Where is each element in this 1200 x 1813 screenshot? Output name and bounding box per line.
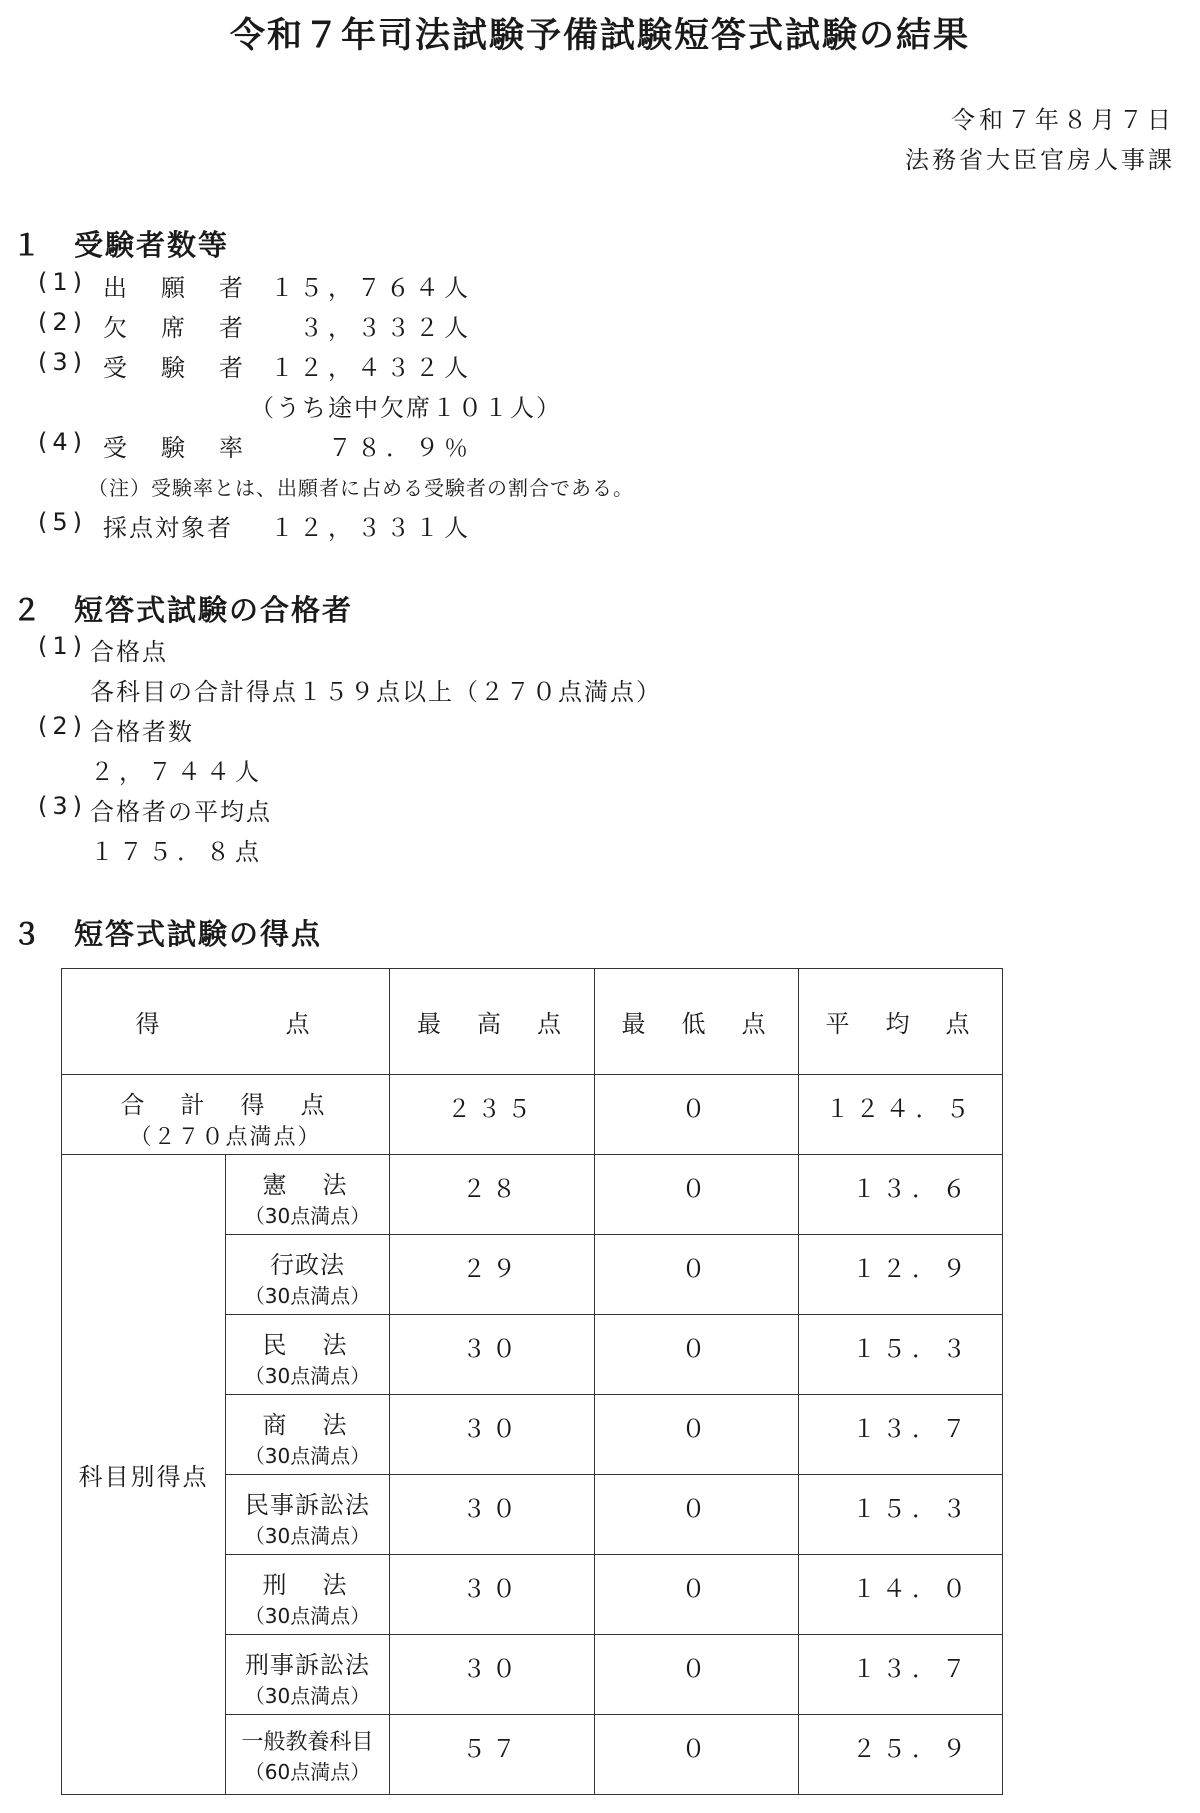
subject-avg: １４．０ bbox=[799, 1555, 1003, 1635]
subject-avg: １５．３ bbox=[799, 1315, 1003, 1395]
subject-avg: ２５．９ bbox=[799, 1715, 1003, 1795]
s1-item3-num: (3) bbox=[38, 348, 87, 376]
s1-item2-value: ３，３３２人 bbox=[270, 314, 473, 342]
s1-item2-num: (2) bbox=[38, 308, 87, 336]
section2-heading: ２ 短答式試験の合格者 bbox=[12, 593, 354, 627]
s1-item1-label: 出 願 者 bbox=[103, 274, 248, 302]
subject-avg: １５．３ bbox=[799, 1475, 1003, 1555]
table-row-total bbox=[62, 1075, 1003, 1155]
subject-cell bbox=[226, 1635, 390, 1715]
subject-min: ０ bbox=[595, 1555, 799, 1635]
subject-name: 刑 法 bbox=[262, 1571, 353, 1599]
s1-item4-num: (4) bbox=[38, 428, 87, 456]
s2-item2-value: ２，７４４人 bbox=[90, 758, 264, 786]
section3-heading: ３ 短答式試験の得点 bbox=[12, 917, 323, 951]
subject-max: ３０ bbox=[390, 1635, 595, 1715]
total-label-cell bbox=[62, 1075, 390, 1155]
subject-min: ０ bbox=[595, 1155, 799, 1235]
subject-min: ０ bbox=[595, 1395, 799, 1475]
s1-item2-label: 欠 席 者 bbox=[103, 314, 248, 342]
s2-item1-label: 合格点 bbox=[90, 638, 168, 666]
s1-item5-label: 採点対象者 bbox=[103, 514, 233, 542]
subject-min: ０ bbox=[595, 1635, 799, 1715]
subject-sub: （30点満点） bbox=[244, 1364, 371, 1388]
s1-item1-num: (1) bbox=[38, 268, 87, 296]
subject-name: 一般教養科目 bbox=[241, 1730, 374, 1755]
s2-item1-num: (1) bbox=[38, 632, 87, 660]
subject-max: ２９ bbox=[390, 1235, 595, 1315]
subject-min: ０ bbox=[595, 1715, 799, 1795]
s2-item2-label: 合格者数 bbox=[90, 718, 194, 746]
subject-sub: （30点満点） bbox=[244, 1204, 371, 1228]
issuing-department: 法務省大臣官房人事課 bbox=[905, 146, 1175, 174]
subject-max: ５７ bbox=[390, 1715, 595, 1795]
subject-max: ３０ bbox=[390, 1475, 595, 1555]
s1-item5-value: １２，３３１人 bbox=[270, 514, 473, 542]
subject-min: ０ bbox=[595, 1475, 799, 1555]
issue-date: 令和７年８月７日 bbox=[951, 106, 1175, 134]
subject-name: 刑事訴訟法 bbox=[245, 1651, 370, 1679]
subject-avg: １２．９ bbox=[799, 1235, 1003, 1315]
subject-max: ３０ bbox=[390, 1555, 595, 1635]
header-max: 最 高 点 bbox=[390, 969, 595, 1075]
s1-item4-label: 受 験 率 bbox=[103, 434, 248, 462]
subject-max: ３０ bbox=[390, 1395, 595, 1475]
s2-item3-label: 合格者の平均点 bbox=[90, 798, 272, 826]
subject-group-label: 科目別得点 bbox=[62, 1155, 226, 1795]
subject-sub: （30点満点） bbox=[244, 1444, 371, 1468]
table-row bbox=[62, 1155, 1003, 1235]
s2-item3-num: (3) bbox=[38, 792, 87, 820]
document-title: 令和７年司法試験予備試験短答式試験の結果 bbox=[229, 16, 970, 56]
subject-name: 民 法 bbox=[262, 1331, 353, 1359]
subject-name: 憲 法 bbox=[262, 1171, 353, 1199]
subject-name: 民事訴訟法 bbox=[245, 1491, 370, 1519]
subject-sub: （30点満点） bbox=[244, 1604, 371, 1628]
subject-max: ２８ bbox=[390, 1155, 595, 1235]
s1-item3-label: 受 験 者 bbox=[103, 354, 248, 382]
subject-sub: （30点満点） bbox=[244, 1284, 371, 1308]
s1-item4-value: ７８．９％ bbox=[270, 434, 473, 462]
section1-heading: １ 受験者数等 bbox=[12, 228, 230, 262]
total-max: ２３５ bbox=[390, 1075, 595, 1155]
subject-avg: １３．７ bbox=[799, 1395, 1003, 1475]
s1-item1-value: １５，７６４人 bbox=[270, 274, 473, 302]
table-header-row bbox=[62, 969, 1003, 1075]
subject-max: ３０ bbox=[390, 1315, 595, 1395]
subject-min: ０ bbox=[595, 1315, 799, 1395]
header-min: 最 低 点 bbox=[595, 969, 799, 1075]
subject-cell bbox=[226, 1235, 390, 1315]
subject-sub: （30点満点） bbox=[244, 1524, 371, 1548]
s1-item3-value: １２，４３２人 bbox=[270, 354, 473, 382]
total-label: 合 計 得 点 bbox=[120, 1091, 331, 1119]
subject-name: 商 法 bbox=[262, 1411, 353, 1439]
subject-avg: １３．６ bbox=[799, 1155, 1003, 1235]
subject-cell bbox=[226, 1555, 390, 1635]
subject-cell bbox=[226, 1475, 390, 1555]
score-table bbox=[61, 968, 1003, 1795]
s2-item2-num: (2) bbox=[38, 712, 87, 740]
s2-item3-value: １７５．８点 bbox=[90, 838, 264, 866]
total-sub: （２７０点満点） bbox=[129, 1125, 322, 1150]
subject-cell bbox=[226, 1715, 390, 1795]
subject-cell bbox=[226, 1315, 390, 1395]
s1-note: （注）受験率とは、出願者に占める受験者の割合である。 bbox=[88, 476, 634, 500]
subject-cell bbox=[226, 1395, 390, 1475]
s1-item5-num: (5) bbox=[38, 508, 87, 536]
subject-sub: （30点満点） bbox=[244, 1684, 371, 1708]
subject-cell bbox=[226, 1155, 390, 1235]
subject-min: ０ bbox=[595, 1235, 799, 1315]
s2-item1-value: 各科目の合計得点１５９点以上（２７０点満点） bbox=[90, 678, 662, 706]
header-avg: 平 均 点 bbox=[799, 969, 1003, 1075]
s1-absent-midway: （うち途中欠席１０１人） bbox=[250, 394, 562, 422]
subject-sub: （60点満点） bbox=[244, 1760, 371, 1784]
total-avg: １２４．５ bbox=[799, 1075, 1003, 1155]
total-min: ０ bbox=[595, 1075, 799, 1155]
header-score: 得 点 bbox=[62, 969, 390, 1075]
subject-avg: １３．７ bbox=[799, 1635, 1003, 1715]
subject-name: 行政法 bbox=[270, 1251, 345, 1279]
